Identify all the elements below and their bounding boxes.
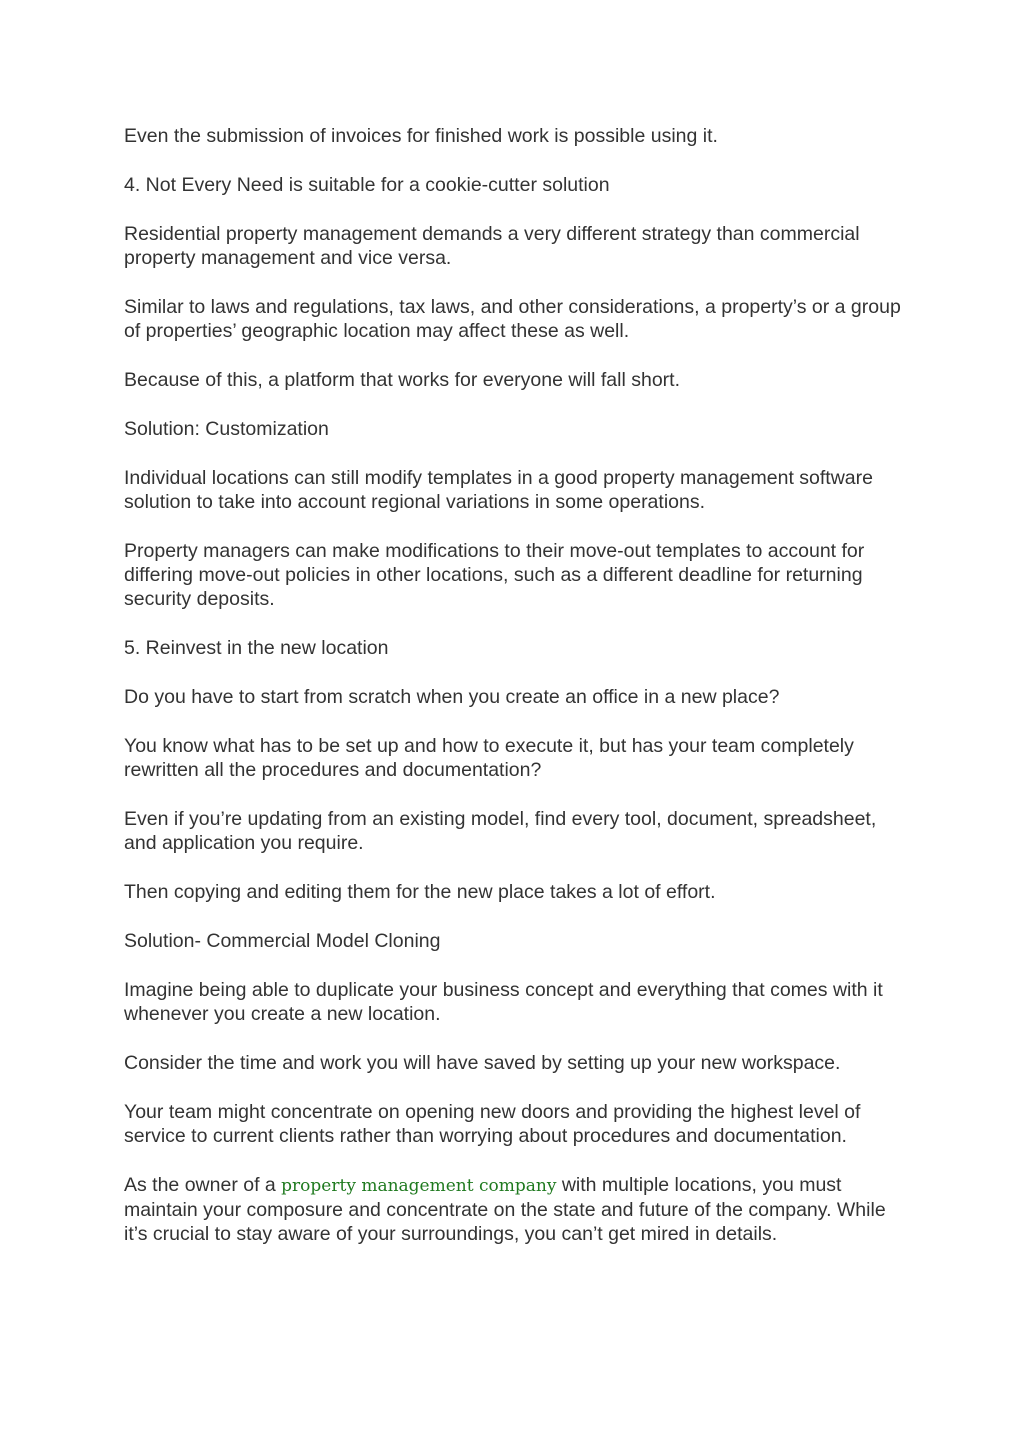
paragraph-copying: Then copying and editing them for the new place takes a lot of effort. [124, 881, 716, 903]
paragraph-owner [124, 1173, 904, 1246]
heading-model-cloning: Solution- Commercial Model Cloning [124, 930, 441, 952]
heading-reinvest: 5. Reinvest in the new location [124, 637, 389, 659]
paragraph-residential: Residential property management demands a very different strategy than commercial property management and vice versa. [124, 223, 860, 269]
paragraph-team-focus: Your team might concentrate on opening new doors and providing the highest level of service to current clients rather than worrying about procedures and documentation. [124, 1101, 861, 1147]
heading-cookie-cutter: 4. Not Every Need is suitable for a cookie-cutter solution [124, 174, 610, 196]
paragraph-templates: Individual locations can still modify templates in a good property management software solution to take into account regional variations in some operations. [124, 467, 873, 513]
owner-text-start: As the owner of a [124, 1174, 282, 1196]
paragraph-procedures: You know what has to be set up and how to execute it, but has your team completely rewritten all the procedures and documentation? [124, 735, 854, 781]
paragraph-scratch: Do you have to start from scratch when you create an office in a new place? [124, 686, 780, 708]
owner-text-end: with multiple locations, you must maintain your composure and concentrate on the state and future of the company. While it’s crucial to stay aware of your surroundings, you can’t get mired in details. [124, 1174, 886, 1245]
document-body [124, 124, 904, 1271]
paragraph-time-saved: Consider the time and work you will have saved by setting up your new workspace. [124, 1052, 841, 1074]
paragraph-invoices: Even the submission of invoices for finished work is possible using it. [124, 125, 718, 147]
paragraph-geographic: Similar to laws and regulations, tax laws, and other considerations, a property’s or a group of properties’ geographic location may affect these as well. [124, 296, 901, 342]
paragraph-move-out: Property managers can make modifications to their move-out templates to account for differing move-out policies in other locations, such as a different deadline for returning security deposits. [124, 540, 865, 610]
paragraph-platform: Because of this, a platform that works for everyone will fall short. [124, 369, 680, 391]
paragraph-existing-model: Even if you’re updating from an existing model, find every tool, document, spreadsheet, and application you require. [124, 808, 877, 854]
heading-customization: Solution: Customization [124, 418, 329, 440]
paragraph-duplicate: Imagine being able to duplicate your business concept and everything that comes with it whenever you create a new location. [124, 979, 883, 1025]
property-management-company-link[interactable]: property management company [281, 1176, 557, 1196]
